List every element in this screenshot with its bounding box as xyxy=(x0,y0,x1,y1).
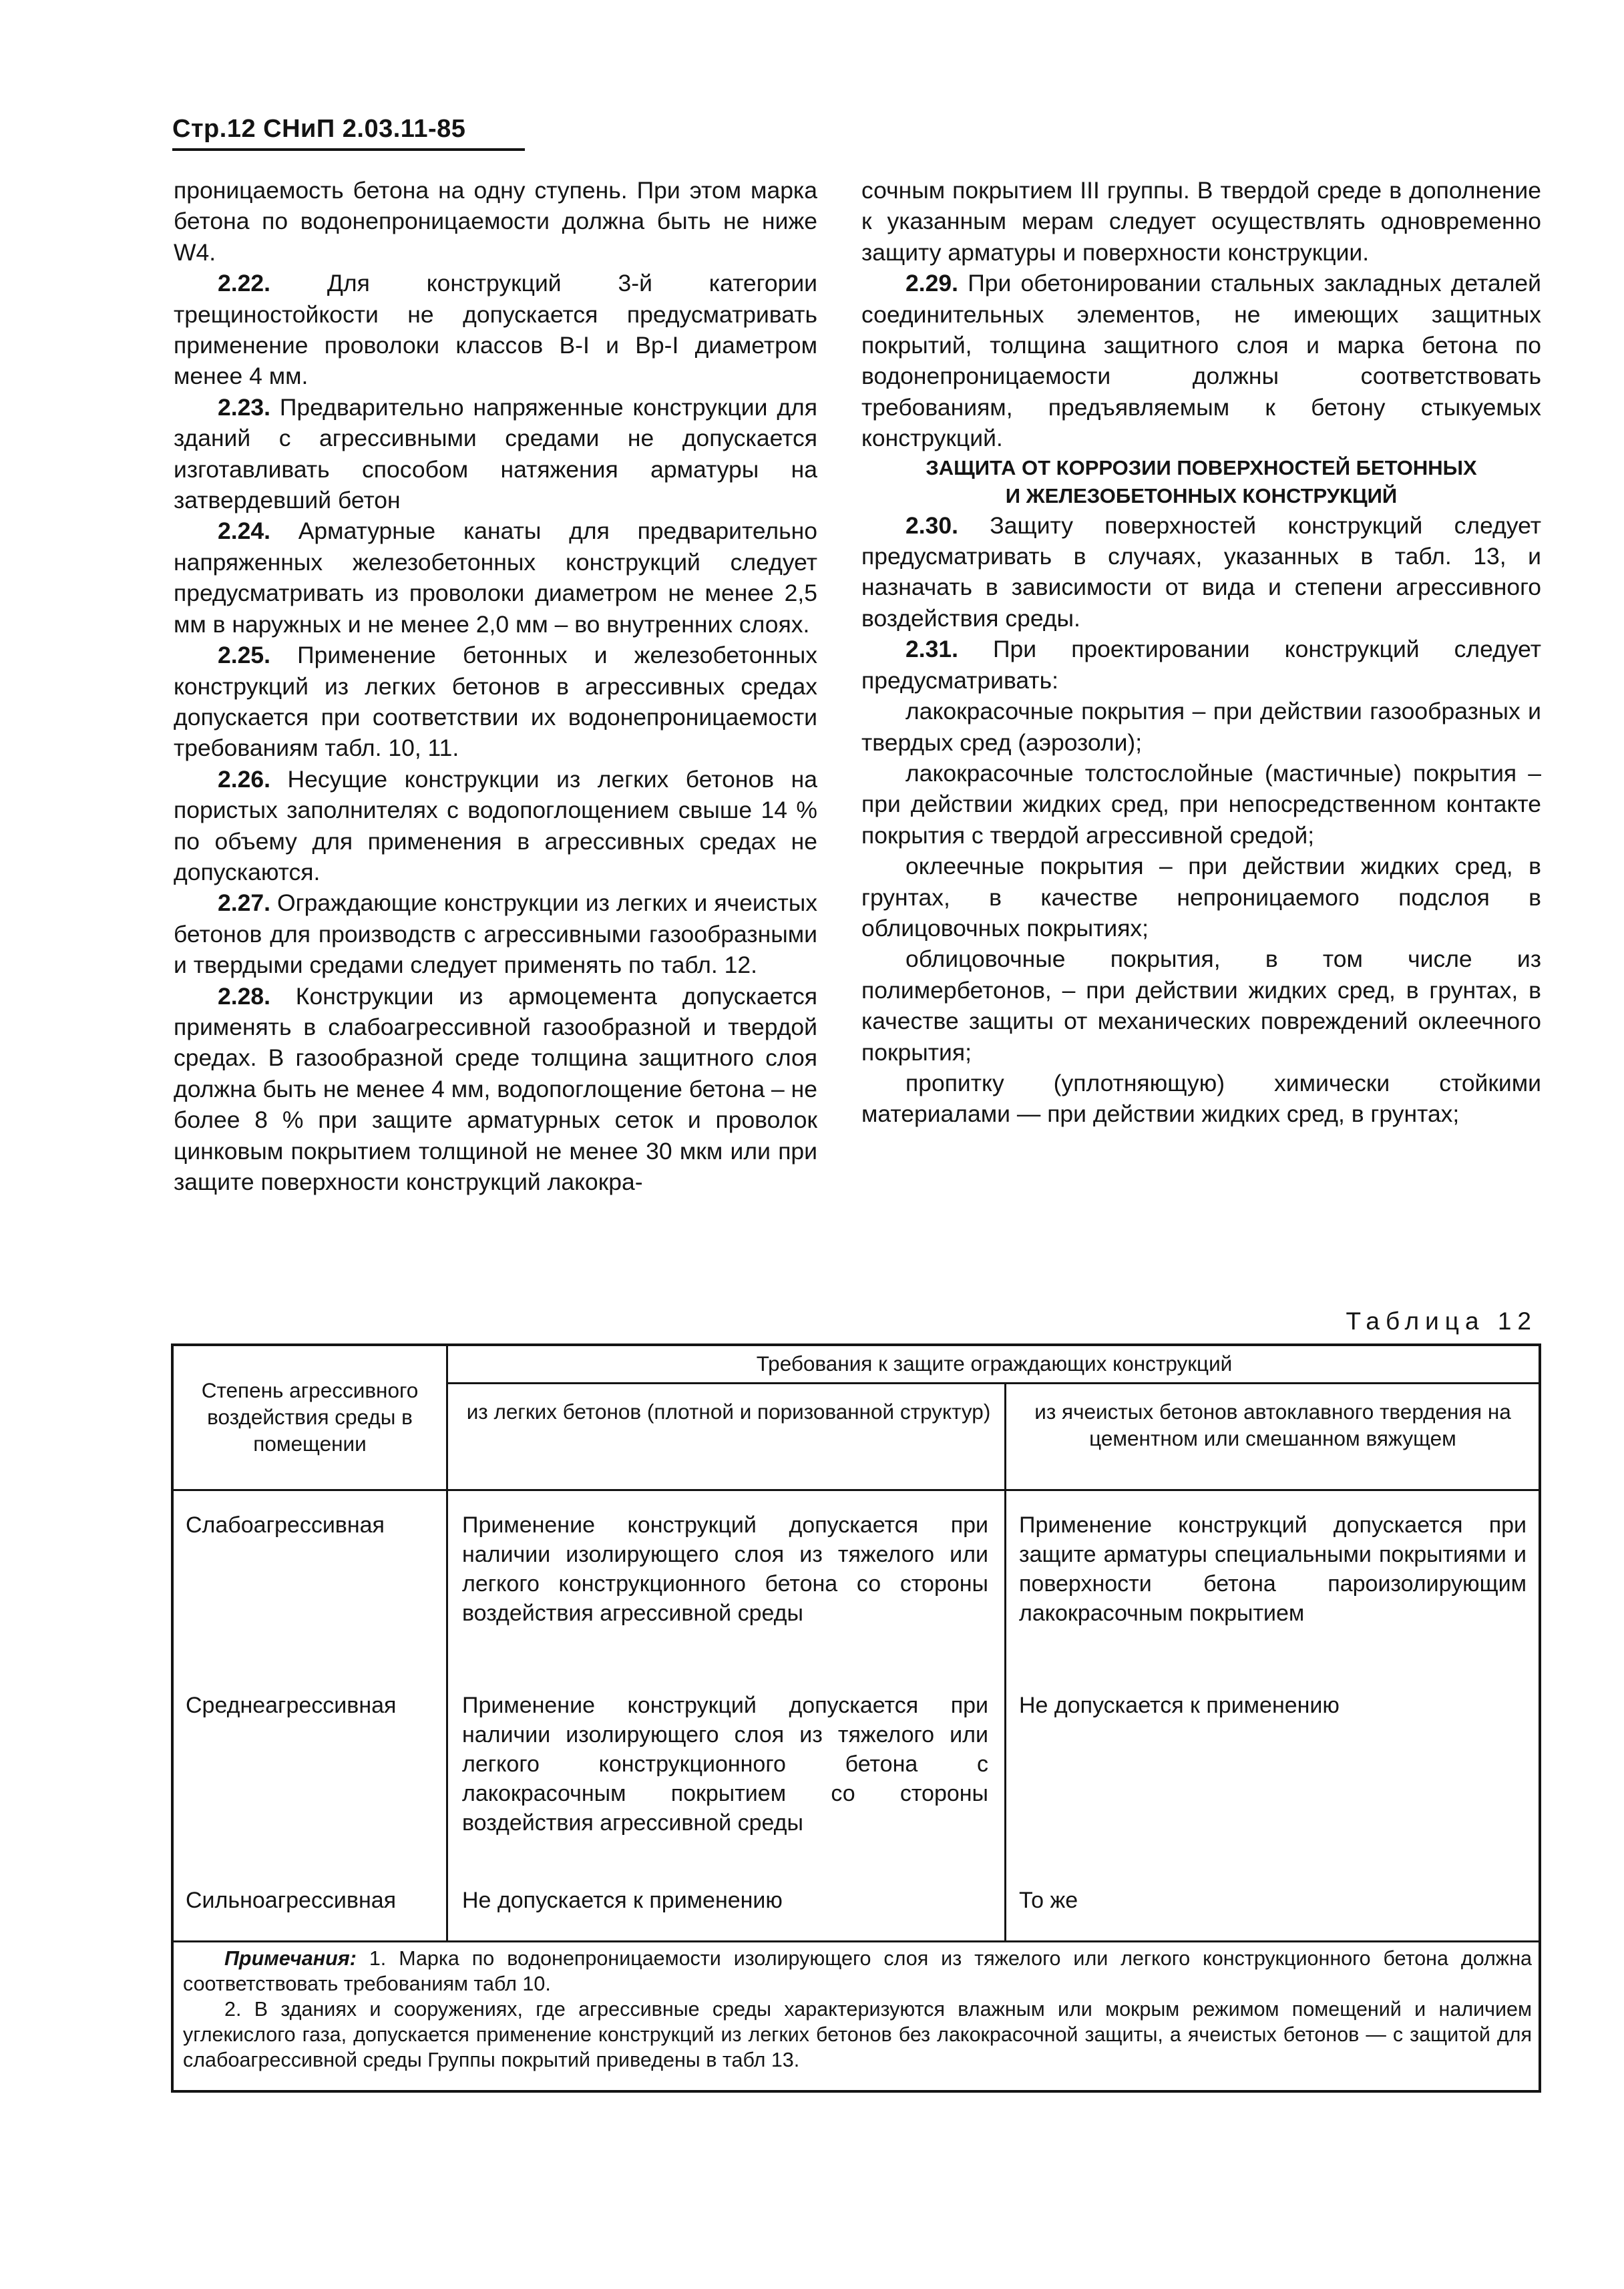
note-2-text: 2. В зданиях и сооружениях, где агрессивные среды характеризуются влажным или мокрым режимом помещений и наличием углекислого газа, допускается применение конструкций из легких бетонов без лакокрасочной защиты, а ячеистых бетонов — с защитой для слабоагрессивной среды Группы покрытий приведены в табл 13. xyxy=(183,1998,1532,2071)
row-degree-weak: Слабоагрессивная xyxy=(186,1512,385,1538)
paragraph-text: Защиту поверхностей конструкций следует предусматривать в случаях, указанных в табл. 13, и назначать в зависимости от вида и степени агрессивного воздействия среды. xyxy=(861,511,1541,632)
list-item xyxy=(861,758,1541,851)
table-border-left xyxy=(171,1343,174,2093)
row-cellular-medium: Не допускается к применению xyxy=(1019,1693,1340,1718)
list-item-text: облицовочные покрытия, в том числе из полимербетонов, – при действии жидких сред, в грунтах, в качестве защиты от механических повреждений оклеечного покрытия; xyxy=(861,946,1541,1066)
row-light-strong: Не допускается к применению xyxy=(462,1888,783,1913)
paragraph-2-27 xyxy=(174,887,817,980)
paragraph xyxy=(861,175,1541,268)
list-item xyxy=(861,851,1541,944)
list-item xyxy=(861,696,1541,758)
clause-number: 2.24. xyxy=(218,517,270,545)
page-header: Стр.12 СНиП 2.03.11-85 xyxy=(172,115,466,143)
header-light-concrete: из легких бетонов (плотной и поризованной структур) xyxy=(466,1400,991,1424)
list-item-text: лакокрасочные покрытия – при действии газообразных и твердых сред (аэрозоли); xyxy=(861,698,1541,756)
section-title-line-1: ЗАЩИТА ОТ КОРРОЗИИ ПОВЕРХНОСТЕЙ БЕТОННЫХ xyxy=(926,455,1477,479)
row-degree-strong: Сильноагрессивная xyxy=(186,1888,397,1913)
paragraph-2-23 xyxy=(174,392,817,516)
paragraph-text: Для конструкций 3-й категории трещиностойкости не допускается предусматривать применение проволоки классов В-I и Вр-I диаметром менее 4 мм. xyxy=(174,270,817,390)
list-item-text: оклеечные покрытия – при действии жидких сред, в грунтах, в качестве непроницаемого подслоя в облицовочных покрытиях; xyxy=(861,853,1541,942)
paragraph-text: Применение бетонных и железобетонных конструкций из легких бетонов в агрессивных средах допускается при соответствии их водонепроницаемости требованиям табл. 10, 11. xyxy=(174,642,817,762)
list-item-text: пропитку (уплотняющую) химически стойкими материалами — при действии жидких сред, в грунтах; xyxy=(861,1069,1541,1128)
row-cellular-strong: То же xyxy=(1019,1888,1078,1913)
clause-number: 2.23. xyxy=(218,393,270,421)
paragraph-text: проницаемость бетона на одну ступень. При этом марка бетона по водонепроницаемости должна быть не ниже W4. xyxy=(174,177,817,266)
paragraph-text: Ограждающие конструкции из легких и ячеистых бетонов для производств с агрессивными газообразными и твердыми средами следует применять по табл. 12. xyxy=(174,889,817,979)
paragraph-text: При проектировании конструкций следует предусматривать: xyxy=(861,636,1541,694)
paragraph-text: Конструкции из армоцемента допускается применять в слабоагрессивной газообразной и твердой средах. В газообразной среде толщина защитного слоя должна быть не менее 4 мм, водопоглощение бетона – не более 8 % при защите арматурных сеток и проволок цинковым покрытием толщиной не менее 30 мкм или при защите поверхности конструкций лакокра- xyxy=(174,982,818,1195)
table-caption: Таблица 12 xyxy=(1346,1307,1537,1335)
table-border-bottom xyxy=(171,2090,1541,2093)
clause-number: 2.26. xyxy=(218,765,270,793)
clause-number: 2.22. xyxy=(218,270,270,297)
header-underline xyxy=(172,148,525,151)
table-notes xyxy=(183,1946,1532,2073)
paragraph-text: Арматурные канаты для предварительно напряженных железобетонных конструкций следует предусматривать из проволоки диаметром не менее 2,5 мм в наружных и не менее 2,0 мм – во внутренних слоях. xyxy=(174,517,817,638)
row-light-weak: Применение конструкций допускается при наличии изолирующего слоя из тяжелого или легкого конструкционного бетона со стороны воздействия агрессивной среды xyxy=(462,1512,988,1626)
table-divider-col1 xyxy=(446,1343,448,1940)
table-divider-group xyxy=(446,1382,1541,1384)
right-column xyxy=(861,175,1541,1130)
paragraph-text: Предварительно напряженные конструкции для зданий с агрессивными средами не допускается изготавливать способом натяжения арматуры на затвердевший бетон xyxy=(174,393,817,514)
paragraph-text: При обетонировании стальных закладных деталей соединительных элементов, не имеющих защитных покрытий, толщина защитного слоя и марка бетона по водонепроницаемости должны соответствовать требованиям, предъявляемым к бетону стыкуемых конструкций. xyxy=(861,270,1541,452)
clause-number: 2.27. xyxy=(218,889,270,917)
table-12 xyxy=(171,1343,1541,2093)
paragraph-text: Несущие конструкции из легких бетонов на пористых заполнителях с водопоглощением свыше 14 % по объему для применения в агрессивных средах не допускаются. xyxy=(174,765,817,885)
section-title-line-2: И ЖЕЛЕЗОБЕТОННЫХ КОНСТРУКЦИЙ xyxy=(1005,483,1398,507)
section-title xyxy=(861,454,1541,510)
table-border-top xyxy=(171,1343,1541,1346)
paragraph-2-30 xyxy=(861,510,1541,634)
paragraph-2-24 xyxy=(174,515,817,640)
clause-number: 2.29. xyxy=(905,270,958,297)
clause-number: 2.31. xyxy=(905,636,958,663)
clause-number: 2.30. xyxy=(905,511,958,539)
header-group: Требования к защите ограждающих конструкций xyxy=(756,1351,1233,1376)
paragraph xyxy=(174,175,817,268)
list-item xyxy=(861,944,1541,1068)
paragraph-2-29 xyxy=(861,268,1541,453)
paragraph-2-28 xyxy=(174,981,817,1198)
notes-lead: Примечания: xyxy=(224,1947,357,1970)
row-degree-medium: Среднеагрессивная xyxy=(186,1693,397,1718)
paragraph-text: сочным покрытием III группы. В твердой среде в дополнение к указанным мерам следует осуществлять одновременно защиту арматуры и поверхности конструкции. xyxy=(861,177,1541,266)
paragraph-2-22 xyxy=(174,268,817,392)
row-light-medium: Применение конструкций допускается при наличии изолирующего слоя из тяжелого или легкого конструкционного бетона с лакокрасочным покрытием со стороны воздействия агрессивной среды xyxy=(462,1693,988,1836)
clause-number: 2.28. xyxy=(218,982,270,1010)
table-border-right xyxy=(1539,1343,1541,2093)
note-2 xyxy=(183,1997,1532,2073)
row-cellular-weak: Применение конструкций допускается при защите арматуры специальными покрытиями и поверхности бетона пароизолирующим лакокрасочным покрытием xyxy=(1019,1512,1527,1626)
paragraph-2-31 xyxy=(861,634,1541,696)
header-degree: Степень агрессивного воздействия среды в помещении xyxy=(201,1378,419,1456)
left-column xyxy=(174,175,817,1197)
paragraph-2-25 xyxy=(174,640,817,764)
table-divider-col2 xyxy=(1004,1382,1006,1940)
table-divider-notes xyxy=(171,1940,1541,1942)
list-item-text: лакокрасочные толстослойные (мастичные) покрытия – при действии жидких сред, при непосредственном контакте покрытия с твердой агрессивной средой; xyxy=(861,759,1541,849)
table-divider-header xyxy=(171,1489,1541,1491)
paragraph-2-26 xyxy=(174,764,817,888)
clause-number: 2.25. xyxy=(218,642,270,669)
header-cellular-concrete: из ячеистых бетонов автоклавного твердения на цементном или смешанном вяжущем xyxy=(1034,1400,1511,1450)
note-1 xyxy=(183,1946,1532,1997)
note-1-text: 1. Марка по водонепроницаемости изолирующего слоя из тяжелого или легкого конструкционного бетона должна соответствовать требованиям табл 10. xyxy=(183,1947,1532,1995)
list-item xyxy=(861,1068,1541,1130)
